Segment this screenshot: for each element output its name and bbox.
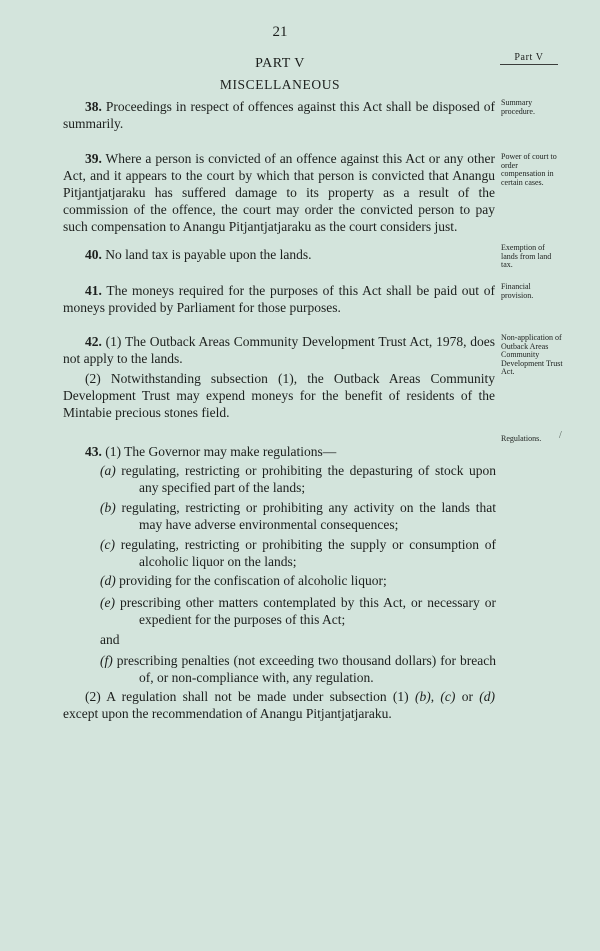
paragraph-a xyxy=(100,462,496,496)
separator: or xyxy=(455,689,480,704)
marginal-note-39: Power of court to order compensation in certain cases. xyxy=(501,152,557,187)
part-title: MISCELLANEOUS xyxy=(219,77,341,92)
subsection-text: (2) A regulation shall not be made under subsection (1) xyxy=(85,689,415,704)
marginal-note-42: Non-application of Outback Areas Community Development Trust Act. xyxy=(501,333,563,376)
reference-b: (b) xyxy=(414,689,431,704)
section-text: (1) The Outback Areas Community Development Trust Act, 1978, does not apply to the lands. xyxy=(63,334,495,366)
paragraph-f xyxy=(100,652,496,686)
section-42 xyxy=(63,333,495,421)
paragraph-label: (f) xyxy=(100,653,113,668)
running-head: Part V xyxy=(500,52,558,65)
marginal-note-41: Financial provision. xyxy=(501,282,534,300)
section-text: (1) The Governor may make regulations— xyxy=(101,444,337,459)
section-43-subsection-2 xyxy=(63,688,495,722)
section-text: The moneys required for the purposes of this Act shall be paid out of moneys provided by Parliament for those purposes. xyxy=(63,283,495,315)
paragraph-text: regulating, restricting or prohibiting the supply or consumption of alcoholic liquor on the lands; xyxy=(114,537,496,569)
paragraph-d xyxy=(100,572,496,589)
section-41 xyxy=(63,282,495,316)
section-text: Proceedings in respect of offences against this Act shall be disposed of summarily. xyxy=(63,99,495,131)
section-43 xyxy=(63,443,495,460)
section-38 xyxy=(63,98,495,132)
paragraph-label: (d) xyxy=(100,573,116,588)
marginal-note-38: Summary procedure. xyxy=(501,98,535,116)
paragraph-b xyxy=(100,499,496,533)
paragraph-e xyxy=(100,594,496,628)
paragraph-label: (e) xyxy=(100,595,115,610)
section-39 xyxy=(63,150,495,235)
reference-c: (c) xyxy=(440,689,456,704)
section-text: No land tax is payable upon the lands. xyxy=(101,247,312,262)
paragraph-label: (a) xyxy=(100,463,116,478)
section-number: 41. xyxy=(85,283,102,298)
marginal-note-40: Exemption of lands from land tax. xyxy=(501,243,552,269)
section-number: 40. xyxy=(85,247,102,262)
paragraph-label: (b) xyxy=(100,500,116,515)
paragraph-text: providing for the confiscation of alcoholic liquor; xyxy=(115,573,387,588)
margin-mark: / xyxy=(559,430,562,441)
section-text: Where a person is convicted of an offence against this Act or any other Act, and it appears to the court by which that person is convicted that Anangu Pitjantjatjaraku has suffered damage to its property as a result of the commission of the offence, the court may order the convicted person to pay such compensation to Anangu Pitjantjatjaraku as the court considers just. xyxy=(63,151,495,234)
subsection-2: (2) Notwithstanding subsection (1), the Outback Areas Community Development Trust may expend moneys for the benefit of residents of the Mintabie precious stones field. xyxy=(63,371,495,420)
paragraph-label: (c) xyxy=(100,537,115,552)
reference-d: (d) xyxy=(479,689,496,704)
section-number: 38. xyxy=(85,99,102,114)
paragraph-c xyxy=(100,536,496,570)
section-number: 39. xyxy=(85,151,102,166)
marginal-note-43: Regulations. xyxy=(501,434,542,443)
paragraph-text: regulating, restricting or prohibiting the depasturing of stock upon any specified part of the lands; xyxy=(115,463,496,495)
section-number: 42. xyxy=(85,334,102,349)
paragraph-text: prescribing other matters contemplated by this Act, or necessary or expedient for the purposes of this Act; xyxy=(114,595,496,627)
paragraph-text: regulating, restricting or prohibiting any activity on the lands that may have adverse environmental consequences; xyxy=(115,500,496,532)
paragraph-text: prescribing penalties (not exceeding two thousand dollars) for breach of, or non-compliance with, any regulation. xyxy=(112,653,496,685)
subsection-text: except upon the recommendation of Anangu Pitjantjatjaraku. xyxy=(63,706,392,721)
part-heading: PART V xyxy=(255,56,305,71)
separator: , xyxy=(430,689,441,704)
section-number: 43. xyxy=(85,444,102,459)
conjunction-and: and xyxy=(100,632,120,647)
page-number: 21 xyxy=(272,24,288,40)
section-40 xyxy=(63,246,495,263)
